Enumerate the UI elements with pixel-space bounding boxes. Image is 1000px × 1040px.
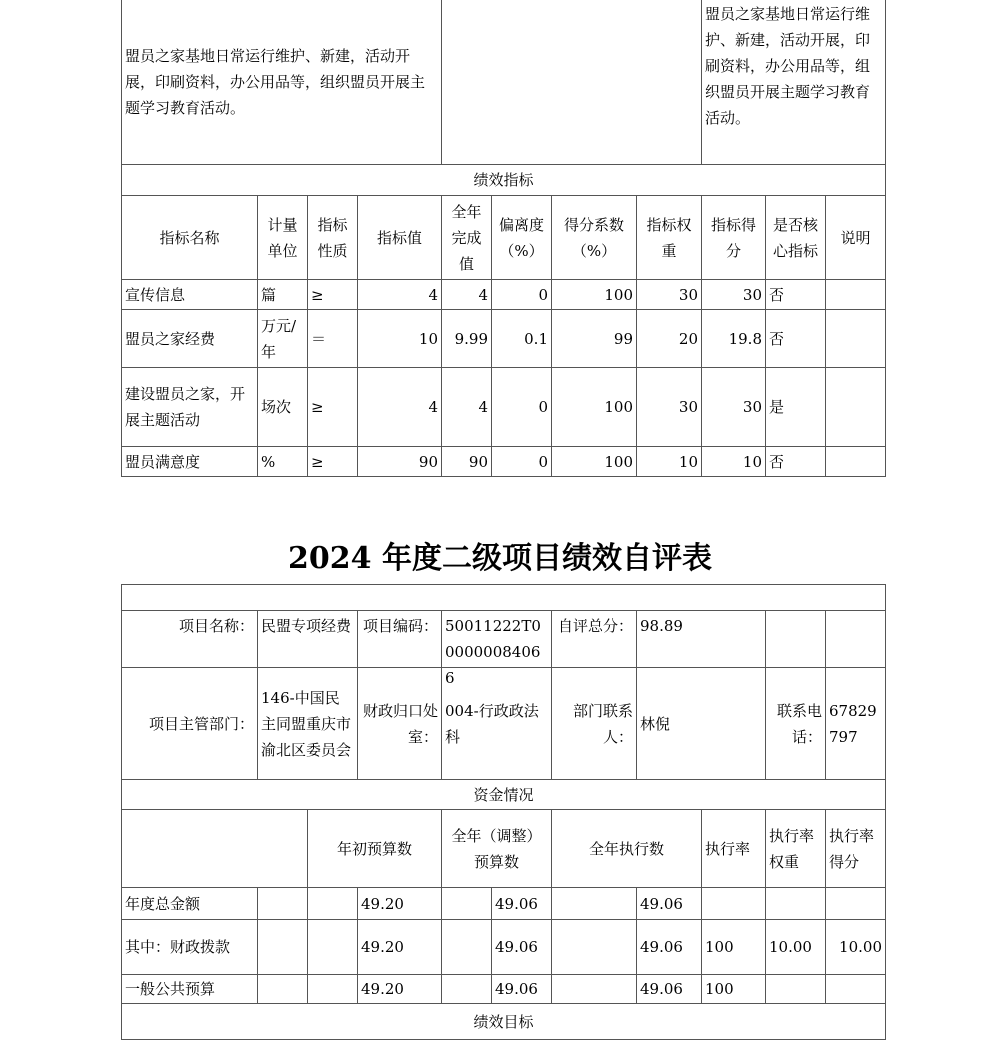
cell-text: ≥ bbox=[311, 285, 324, 304]
indicator-cell bbox=[551, 309, 637, 368]
cell-text: 9.99 bbox=[454, 329, 488, 348]
indicator-cell bbox=[257, 367, 308, 447]
indicator-cell bbox=[636, 279, 702, 310]
cell-text: 盟员之家经费 bbox=[125, 329, 216, 348]
cell-text: 否 bbox=[769, 329, 785, 348]
fund-cell bbox=[551, 974, 637, 1004]
fund-cell bbox=[636, 919, 702, 975]
info-cell bbox=[121, 667, 258, 780]
column-header bbox=[121, 195, 258, 280]
column-header bbox=[257, 195, 308, 280]
cell-text: 执行率 bbox=[705, 839, 751, 858]
cell-text: 说明 bbox=[840, 228, 871, 247]
fund-cell bbox=[257, 919, 308, 975]
fund-cell bbox=[441, 974, 492, 1004]
indicator-cell bbox=[121, 446, 258, 477]
fund-cell bbox=[441, 919, 492, 975]
empty-row bbox=[121, 584, 886, 611]
cell-text: 0 bbox=[538, 285, 548, 304]
fund-cell bbox=[636, 974, 702, 1004]
cell-text: 指标值 bbox=[376, 228, 422, 247]
column-header bbox=[307, 195, 358, 280]
indicator-cell bbox=[636, 367, 702, 447]
indicator-cell bbox=[701, 279, 766, 310]
indicator-cell bbox=[357, 309, 442, 368]
cell-text: 指标权重 bbox=[646, 215, 692, 260]
info-cell bbox=[121, 610, 258, 668]
description-middle bbox=[441, 0, 702, 165]
column-header bbox=[825, 809, 886, 888]
cell-text: 50011222T000000084066 bbox=[445, 617, 541, 687]
fund-cell bbox=[357, 887, 442, 920]
fund-cell bbox=[701, 974, 766, 1004]
cell-text: 67829797 bbox=[829, 701, 877, 746]
cell-text: % bbox=[261, 452, 276, 471]
info-cell bbox=[551, 610, 637, 668]
cell-text: 执行率权重 bbox=[769, 826, 815, 871]
cell-text: 19.8 bbox=[728, 329, 762, 348]
fund-cell bbox=[825, 974, 886, 1004]
cell-text: 30 bbox=[678, 398, 698, 416]
indicator-cell bbox=[636, 446, 702, 477]
fund-cell bbox=[765, 887, 826, 920]
cell-text: 90 bbox=[418, 452, 438, 471]
fund-cell bbox=[307, 919, 358, 975]
cell-text: 全年（调整）预算数 bbox=[451, 826, 542, 871]
cell-text: 10.00 bbox=[769, 938, 812, 956]
fund-cell bbox=[491, 919, 552, 975]
info-cell bbox=[825, 610, 886, 668]
indicator-cell bbox=[307, 309, 358, 368]
column-header bbox=[551, 195, 637, 280]
indicator-cell bbox=[307, 446, 358, 477]
cell-text: 49.06 bbox=[640, 938, 683, 956]
fund-cell bbox=[491, 887, 552, 920]
cell-text: 年初预算数 bbox=[336, 839, 412, 858]
indicator-cell bbox=[825, 309, 886, 368]
indicator-cell bbox=[765, 367, 826, 447]
indicator-cell bbox=[825, 446, 886, 477]
cell-text: 民盟专项经费 bbox=[261, 617, 352, 635]
info-cell bbox=[257, 610, 358, 668]
column-header bbox=[441, 809, 552, 888]
cell-text: 盟员之家基地日常运行维护、新建，活动开展，印刷资料，办公用品等，组织盟员开展主题学习教育活动。 bbox=[125, 46, 426, 117]
info-cell bbox=[441, 610, 552, 687]
cell-text: 是 bbox=[769, 398, 785, 416]
cell-text: 联系电话： bbox=[776, 701, 822, 746]
indicator-cell bbox=[765, 279, 826, 310]
cell-text: 项目主管部门： bbox=[148, 714, 254, 733]
cell-text: 项目名称： bbox=[178, 617, 254, 635]
fund-cell bbox=[765, 919, 826, 975]
indicator-cell bbox=[257, 309, 308, 368]
column-header bbox=[357, 195, 442, 280]
fund-cell bbox=[121, 919, 258, 975]
cell-text: 49.06 bbox=[640, 894, 683, 913]
cell-text: 49.20 bbox=[361, 980, 404, 998]
section-header bbox=[121, 779, 886, 810]
cell-text: 10 bbox=[418, 329, 438, 348]
indicator-cell bbox=[765, 446, 826, 477]
indicator-cell bbox=[825, 279, 886, 310]
fund-cell bbox=[491, 974, 552, 1004]
column-header bbox=[491, 195, 552, 280]
cell-text: 全年完成值 bbox=[451, 202, 482, 273]
indicator-cell bbox=[491, 279, 552, 310]
cell-text: 90 bbox=[468, 452, 488, 471]
info-cell bbox=[357, 610, 442, 668]
cell-text: 4 bbox=[478, 398, 488, 416]
indicator-cell bbox=[357, 279, 442, 310]
indicator-cell bbox=[551, 446, 637, 477]
cell-text: ≥ bbox=[311, 398, 324, 416]
cell-text: 万元/年 bbox=[261, 316, 297, 361]
cell-text: 指标名称 bbox=[159, 228, 220, 247]
cell-text: 100 bbox=[705, 980, 734, 998]
info-cell bbox=[765, 667, 826, 780]
cell-text: 49.20 bbox=[361, 894, 404, 913]
fund-cell bbox=[307, 887, 358, 920]
fund-cell bbox=[121, 974, 258, 1004]
cell-text: 30 bbox=[678, 285, 698, 304]
cell-text: 004-行政政法科 bbox=[445, 701, 539, 746]
info-cell bbox=[636, 610, 766, 668]
column-header bbox=[441, 195, 492, 280]
column-header bbox=[636, 195, 702, 280]
indicator-cell bbox=[765, 309, 826, 368]
cell-text: 10 bbox=[678, 452, 698, 471]
cell-text: 绩效目标 bbox=[473, 1012, 534, 1031]
cell-text: 4 bbox=[428, 398, 438, 416]
cell-text: 30 bbox=[742, 285, 762, 304]
indicator-cell bbox=[121, 309, 258, 368]
indicator-cell bbox=[441, 446, 492, 477]
fund-cell bbox=[825, 919, 886, 975]
cell-text: 宣传信息 bbox=[125, 285, 186, 304]
cell-text: 49.06 bbox=[495, 938, 538, 956]
cell-text: 一般公共预算 bbox=[125, 980, 216, 998]
indicator-cell bbox=[441, 279, 492, 310]
cell-text: 否 bbox=[769, 285, 785, 304]
indicator-cell bbox=[121, 279, 258, 310]
cell-text: 146-中国民主同盟重庆市渝北区委员会 bbox=[261, 688, 352, 759]
cell-text: 否 bbox=[769, 452, 785, 471]
indicator-cell bbox=[441, 309, 492, 368]
cell-text: 全年执行数 bbox=[588, 839, 664, 858]
indicator-cell bbox=[701, 367, 766, 447]
indicator-cell bbox=[491, 446, 552, 477]
cell-text: ＝ bbox=[311, 329, 327, 348]
cell-text: 49.06 bbox=[495, 894, 538, 913]
cell-text: 49.06 bbox=[640, 980, 683, 998]
info-cell bbox=[636, 667, 766, 780]
fund-cell bbox=[765, 974, 826, 1004]
indicator-cell bbox=[636, 309, 702, 368]
cell-text: 4 bbox=[428, 285, 438, 304]
column-header bbox=[701, 195, 766, 280]
cell-text: 偏离度（%） bbox=[498, 215, 544, 260]
cell-text: 0.1 bbox=[524, 329, 548, 348]
fund-cell bbox=[121, 887, 258, 920]
cell-text: 是否核心指标 bbox=[772, 215, 818, 260]
cell-text: 98.89 bbox=[640, 617, 683, 635]
fund-cell bbox=[357, 919, 442, 975]
cell-text: 财政归口处室： bbox=[362, 701, 438, 746]
fund-cell bbox=[701, 919, 766, 975]
cell-text: 100 bbox=[604, 398, 633, 416]
column-header bbox=[765, 809, 826, 888]
cell-text: 0 bbox=[538, 452, 548, 471]
fund-cell bbox=[441, 887, 492, 920]
cell-text: 100 bbox=[705, 938, 734, 956]
fund-cell bbox=[551, 887, 637, 920]
cell-text: 10 bbox=[742, 452, 762, 471]
indicator-cell bbox=[701, 309, 766, 368]
column-header bbox=[701, 809, 766, 888]
cell-text: 得分系数（%） bbox=[563, 215, 624, 260]
fund-cell bbox=[701, 887, 766, 920]
info-cell bbox=[257, 667, 358, 780]
info-cell bbox=[551, 667, 637, 780]
info-cell bbox=[441, 667, 552, 780]
cell-text: 100 bbox=[604, 285, 633, 304]
indicator-cell bbox=[441, 367, 492, 447]
cell-text: 篇 bbox=[261, 285, 277, 304]
fund-cell bbox=[636, 887, 702, 920]
indicator-cell bbox=[257, 279, 308, 310]
cell-text: 20 bbox=[678, 329, 698, 348]
cell-text: 林倪 bbox=[640, 714, 671, 733]
indicator-cell bbox=[825, 367, 886, 447]
cell-text: 盟员之家基地日常运行维护、新建，活动开展，印刷资料，办公用品等，组织盟员开展主题学习教育活动。 bbox=[705, 5, 871, 127]
cell-text: 年度总金额 bbox=[125, 894, 201, 913]
cell-text: 49.06 bbox=[495, 980, 538, 998]
section-header bbox=[121, 1003, 886, 1040]
cell-text: 资金情况 bbox=[473, 785, 534, 804]
description-right bbox=[701, 0, 886, 165]
cell-text: 建设盟员之家，开展主题活动 bbox=[125, 385, 246, 429]
cell-text: 绩效指标 bbox=[473, 171, 534, 189]
fund-cell bbox=[825, 887, 886, 920]
info-cell bbox=[765, 610, 826, 668]
info-cell bbox=[825, 667, 886, 780]
cell-text: 0 bbox=[538, 398, 548, 416]
fund-cell bbox=[257, 974, 308, 1004]
cell-text: 30 bbox=[742, 398, 762, 416]
cell-text: 计量单位 bbox=[267, 215, 298, 260]
cell-text: 100 bbox=[604, 452, 633, 471]
cell-text: 49.20 bbox=[361, 938, 404, 956]
cell-text: 自评总分： bbox=[557, 617, 633, 635]
info-cell bbox=[357, 667, 442, 780]
section-header bbox=[121, 164, 886, 196]
cell-text: ≥ bbox=[311, 452, 324, 471]
cell-text: 指标性质 bbox=[317, 215, 348, 260]
indicator-cell bbox=[551, 367, 637, 447]
cell-text: 其中：财政拨款 bbox=[125, 938, 231, 956]
fund-cell bbox=[357, 974, 442, 1004]
indicator-cell bbox=[701, 446, 766, 477]
indicator-cell bbox=[257, 446, 308, 477]
cell-text: 执行率得分 bbox=[829, 826, 875, 871]
column-header bbox=[307, 809, 442, 888]
indicator-cell bbox=[357, 367, 442, 447]
column-header bbox=[551, 809, 702, 888]
indicator-cell bbox=[357, 446, 442, 477]
cell-text: 指标得分 bbox=[710, 215, 756, 260]
cell-text: 4 bbox=[478, 285, 488, 304]
indicator-cell bbox=[121, 367, 258, 447]
indicator-cell bbox=[491, 367, 552, 447]
description-left bbox=[121, 0, 442, 165]
indicator-cell bbox=[307, 367, 358, 447]
fund-cell bbox=[551, 919, 637, 975]
cell-text: 盟员满意度 bbox=[125, 452, 201, 471]
indicator-cell bbox=[551, 279, 637, 310]
cell-text: 10.00 bbox=[839, 938, 882, 956]
cell-text: 项目编码： bbox=[362, 617, 438, 635]
cell-text: 部门联系人： bbox=[572, 701, 633, 746]
cell-text: 99 bbox=[613, 329, 633, 348]
column-header bbox=[765, 195, 826, 280]
fund-cell bbox=[257, 887, 308, 920]
indicator-cell bbox=[491, 309, 552, 368]
fund-cell bbox=[307, 974, 358, 1004]
cell-text: 场次 bbox=[261, 398, 292, 416]
indicator-cell bbox=[307, 279, 358, 310]
page-title: 2024 年度二级项目绩效自评表 bbox=[288, 541, 712, 576]
column-header bbox=[825, 195, 886, 280]
column-header bbox=[121, 809, 308, 888]
